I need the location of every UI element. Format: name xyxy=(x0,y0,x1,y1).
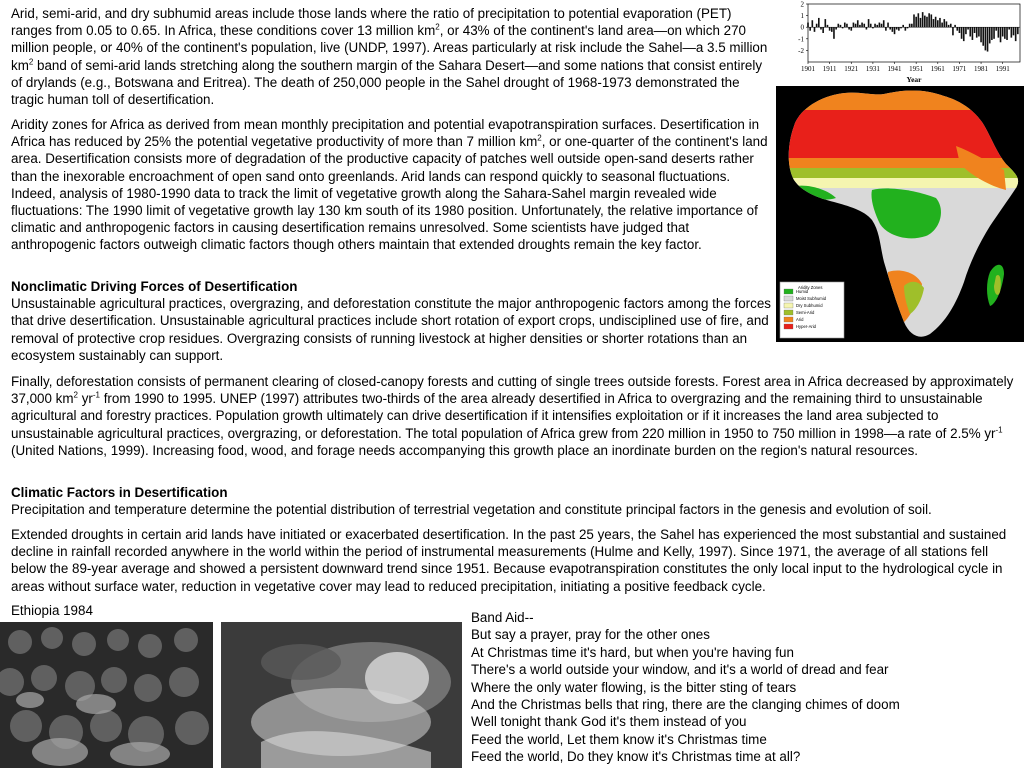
x-tick-label: 1951 xyxy=(909,65,924,73)
anomaly-bar xyxy=(959,27,961,33)
anomaly-bar xyxy=(974,27,976,33)
anomaly-bar xyxy=(941,23,943,28)
x-tick-label: 1941 xyxy=(887,65,902,73)
anomaly-bar xyxy=(857,20,859,27)
lyric-line: Where the only water flowing, is the bitter sting of tears xyxy=(471,679,797,695)
anomaly-bar xyxy=(928,13,930,27)
anomaly-bar xyxy=(1013,27,1015,35)
x-tick-label: 1961 xyxy=(930,65,945,73)
anomaly-bar xyxy=(930,14,932,27)
anomaly-bar xyxy=(1008,27,1010,29)
x-tick-label: 1981 xyxy=(974,65,989,73)
anomaly-bar xyxy=(935,17,937,27)
anomaly-bar xyxy=(1000,27,1002,42)
anomaly-bar xyxy=(822,27,824,33)
anomaly-bar xyxy=(837,24,839,27)
anomaly-bar xyxy=(870,24,872,27)
legend-label: Moist Subhumid xyxy=(796,296,827,301)
anomaly-bar xyxy=(950,24,952,27)
y-tick-label: -1 xyxy=(798,35,804,44)
lyric-line: Feed the world, Do they know it's Christmas time at all? xyxy=(471,749,801,765)
africa-map-svg xyxy=(776,86,1024,342)
anomaly-bar xyxy=(848,27,850,29)
anomaly-bar xyxy=(948,25,950,27)
anomaly-bar xyxy=(868,19,870,27)
y-tick-label: 1 xyxy=(800,12,804,21)
anomaly-bar xyxy=(918,13,920,27)
x-tick-label: 1901 xyxy=(801,65,815,73)
anomaly-bar xyxy=(844,23,846,28)
anomaly-bar xyxy=(840,25,842,27)
child-photo-svg xyxy=(221,622,462,768)
band-aid-lyrics xyxy=(471,609,1011,766)
anomaly-bar xyxy=(902,25,904,27)
anomaly-bar xyxy=(898,27,900,30)
legend-title: Aridity Zones xyxy=(798,285,823,290)
anomaly-bar xyxy=(861,23,863,28)
anomaly-bar xyxy=(937,20,939,27)
crowd-photo-svg xyxy=(0,622,213,768)
anomaly-bar xyxy=(972,27,974,40)
anomaly-bar xyxy=(885,27,887,30)
y-tick-label: 2 xyxy=(800,0,804,9)
anomaly-bar xyxy=(926,17,928,27)
legend-swatch xyxy=(784,296,793,301)
anomaly-bar xyxy=(835,27,837,29)
anomaly-bar xyxy=(1004,27,1006,39)
anomaly-bar xyxy=(887,23,889,28)
anomaly-bar xyxy=(933,19,935,27)
anomaly-bar xyxy=(991,27,993,40)
anomaly-bar xyxy=(987,27,989,51)
anomaly-bar xyxy=(1006,27,1008,40)
anomaly-bar xyxy=(894,27,896,34)
section-heading: Climatic Factors in Desertification xyxy=(11,485,228,500)
anomaly-bar xyxy=(863,24,865,27)
anomaly-bar xyxy=(978,27,980,36)
y-tick-label: 0 xyxy=(800,23,804,32)
x-axis-label: Year xyxy=(906,75,922,84)
anomaly-bar xyxy=(883,20,885,27)
legend-label: Dry Subhumid xyxy=(796,303,823,308)
anomaly-bar xyxy=(812,20,814,27)
anomaly-bar xyxy=(967,27,969,29)
africa-aridity-map xyxy=(776,86,1024,342)
anomaly-bar xyxy=(846,24,848,27)
anomaly-bar xyxy=(879,23,881,28)
legend-swatch xyxy=(784,324,793,329)
legend-swatch xyxy=(784,310,793,315)
anomaly-bar xyxy=(881,24,883,27)
y-tick-label: -2 xyxy=(798,46,804,55)
anomaly-bar xyxy=(896,27,898,29)
anomaly-bar xyxy=(998,27,1000,37)
photo-caption: Ethiopia 1984 xyxy=(11,603,93,618)
anomaly-bar xyxy=(920,18,922,27)
deforestation-paragraph: Finally, deforestation consists of permanent clearing of closed-canopy forests and cutting of single trees outside forests. Forest area in Africa decreased by approximately 37,000 $km^2$ $yr^{-1}$ from 1990 to 1995. UNEP (1997) attributes two-thirds of the area already desertified in Africa to overgrazing and the remaining third to unsustainable agricultural and forestry practices. Population growth ultimately can drive desertification if it intensifies exploitation or if it increases the land area subjected to unsustainable agricultural practices, overgrazing, or deforestation. The total population of Africa grew from 220 million in 1950 to 750 million in 1998—a rate of 2.5% $yr^{-1}$ (United Nations, 1999). Increasing food, wood, and forage needs accompanying this growth place an inordinate burden on the region's natural resources. xyxy=(11,374,1014,458)
anomaly-bar xyxy=(855,24,857,27)
anomaly-bar xyxy=(833,27,835,39)
anomaly-bar xyxy=(1002,27,1004,36)
anomaly-bar xyxy=(954,25,956,27)
chart-svg xyxy=(790,0,1024,88)
x-tick-label: 1991 xyxy=(995,65,1010,73)
anomaly-bar xyxy=(989,27,991,43)
anomaly-bar xyxy=(866,27,868,29)
anomaly-bar xyxy=(816,24,818,27)
anomaly-bar xyxy=(892,27,894,32)
aridity-paragraph: Aridity zones for Africa as derived from mean monthly precipitation and potential evapotranspiration surfaces. Desertification in Africa has reduced by 25% the potential vegetative productivity of more than 7 million $km^2$, or one-quarter of the continent's land area. Desertification consists more of degradation of the productive capacity of patches well outside open-sand deserts rather than the inexorable encroachment of open sand onto greenlands. Arid lands can respond quickly to seasonal fluctuations. Indeed, analysis of 1980-1990 data to track the limit of vegetative growth along the Sahara-Sahel margin revealed wide fluctuations: The 1990 limit of vegetative growth lay 130 km south of its 1980 position. Unfortunately, the relative importance of climatic and anthropogenic factors in causing desertification remains unresolved. Some scientists have judged that anthropogenic factors outweigh climatic factors though others maintain that extended droughts remain the key factor. xyxy=(11,117,768,253)
x-tick-label: 1921 xyxy=(844,65,859,73)
map-legend xyxy=(780,282,844,338)
anomaly-bar xyxy=(915,17,917,27)
legend-swatch xyxy=(784,289,793,294)
x-tick-label: 1971 xyxy=(952,65,967,73)
anomaly-bar xyxy=(814,27,816,32)
anomaly-bar xyxy=(889,27,891,29)
legend-label: Semi-Arid xyxy=(796,310,815,315)
anomaly-bar xyxy=(1015,27,1017,41)
nonclimatic-section xyxy=(11,278,771,364)
lyric-line: Well tonight thank God it's them instead of you xyxy=(471,714,747,730)
anomaly-bar xyxy=(963,27,965,41)
anomaly-bar xyxy=(911,24,913,27)
anomaly-bar xyxy=(818,18,820,27)
x-tick-label: 1931 xyxy=(865,65,880,73)
anomaly-bar xyxy=(982,27,984,46)
intro-paragraph: Arid, semi-arid, and dry subhumid areas include those lands where the ratio of precipitation to potential evaporation (PET) ranges from 0.05 to 0.65. In Africa, these conditions cover 13 million $km^2$, or 43% of the continent's land area—on which 270 million people, or 40% of the continent's population, live (UNDP, 1997). Areas particularly at risk include the Sahel—a 3.5 million $km^2$ band of semi-arid lands stretching along the southern margin of the Sahara Desert—and some nations that consist entirely of drylands (e.g., Botswana and Eritrea). The death of 250,000 people in the Sahel drought of 1968-1973 demonstrated the tragic human toll of desertification. xyxy=(11,6,768,108)
rainfall-anomaly-chart xyxy=(790,0,1024,88)
anomaly-bar xyxy=(913,14,915,27)
anomaly-bar xyxy=(980,27,982,42)
anomaly-bar xyxy=(995,27,997,30)
ethiopia-crowd-photo xyxy=(0,622,213,768)
anomaly-bar xyxy=(922,12,924,27)
lyric-line: Band Aid-- xyxy=(471,610,534,625)
anomaly-bar xyxy=(993,27,995,39)
lyric-line: But say a prayer, pray for the other ones xyxy=(471,627,710,643)
section-body: Unsustainable agricultural practices, overgrazing, and deforestation constitute the major anthropogenic factors among the forces that drive desertification. Unsustainable agricultural practices include short rotation of export crops, undisciplined use of fire, and removal of protective crop residues. Overgrazing consists of running livestock at higher densities or shorter rotations than an ecosystem sustainably can support. xyxy=(11,296,771,363)
section-body: Precipitation and temperature determine the potential distribution of terrestrial vegetation and constitute principal factors in the genesis and evolution of soil. xyxy=(11,502,932,518)
anomaly-bar xyxy=(824,19,826,27)
lyric-line: There's a world outside your window, and it's a world of dread and fear xyxy=(471,662,889,678)
anomaly-bar xyxy=(809,27,811,30)
anomaly-bar xyxy=(976,27,978,37)
droughts-paragraph: Extended droughts in certain arid lands have initiated or exacerbated desertification. In the past 25 years, the Sahel has experienced the most substantial and sustained decline in rainfall recorded anywhere in the world within the period of instrumental measurements (Hulme and Kelly, 1997). Since 1971, the average of all stations fell below the 89-year average and showed a persistent downward trend since 1951. Because evapotranspiration constitutes the only local input to the hydrological cycle in areas without surface water, reduction in vegetative cover may lead to reduced precipitation, initiating a positive feedback cycle. xyxy=(11,527,1007,594)
anomaly-bar xyxy=(853,23,855,28)
starving-child-photo xyxy=(221,622,462,768)
anomaly-bar xyxy=(946,21,948,27)
anomaly-bar xyxy=(909,24,911,27)
anomaly-bar xyxy=(943,19,945,27)
anomaly-bar xyxy=(952,27,954,35)
anomaly-bar xyxy=(850,27,852,30)
anomaly-bar xyxy=(985,27,987,50)
legend-swatch xyxy=(784,317,793,322)
anomaly-bar xyxy=(939,18,941,27)
climatic-section xyxy=(11,484,1016,518)
anomaly-bar xyxy=(961,27,963,39)
lyric-line: And the Christmas bells that ring, there are the clanging chimes of doom xyxy=(471,697,900,713)
anomaly-bar xyxy=(820,27,822,29)
anomaly-bar xyxy=(956,27,958,30)
lyric-line: At Christmas time it's hard, but when you're having fun xyxy=(471,644,794,660)
legend-label: Arid xyxy=(796,317,804,322)
anomaly-bar xyxy=(1011,27,1013,37)
anomaly-bar xyxy=(965,27,967,34)
section-heading: Nonclimatic Driving Forces of Desertification xyxy=(11,279,298,294)
anomaly-bar xyxy=(829,27,831,30)
anomaly-bar xyxy=(874,24,876,27)
anomaly-bar xyxy=(924,16,926,28)
anomaly-bar xyxy=(969,27,971,36)
anomaly-bar xyxy=(859,25,861,27)
legend-label: Humid xyxy=(796,289,809,294)
legend-label: Hyper-Arid xyxy=(796,324,817,329)
x-tick-label: 1911 xyxy=(822,65,837,73)
anomaly-bar xyxy=(831,27,833,32)
lyric-line: Feed the world, Let them know it's Christmas time xyxy=(471,731,767,747)
anomaly-bar xyxy=(905,27,907,30)
anomaly-bar xyxy=(1017,27,1019,34)
legend-swatch xyxy=(784,303,793,308)
anomaly-bar xyxy=(827,25,829,27)
anomaly-bar xyxy=(876,25,878,27)
